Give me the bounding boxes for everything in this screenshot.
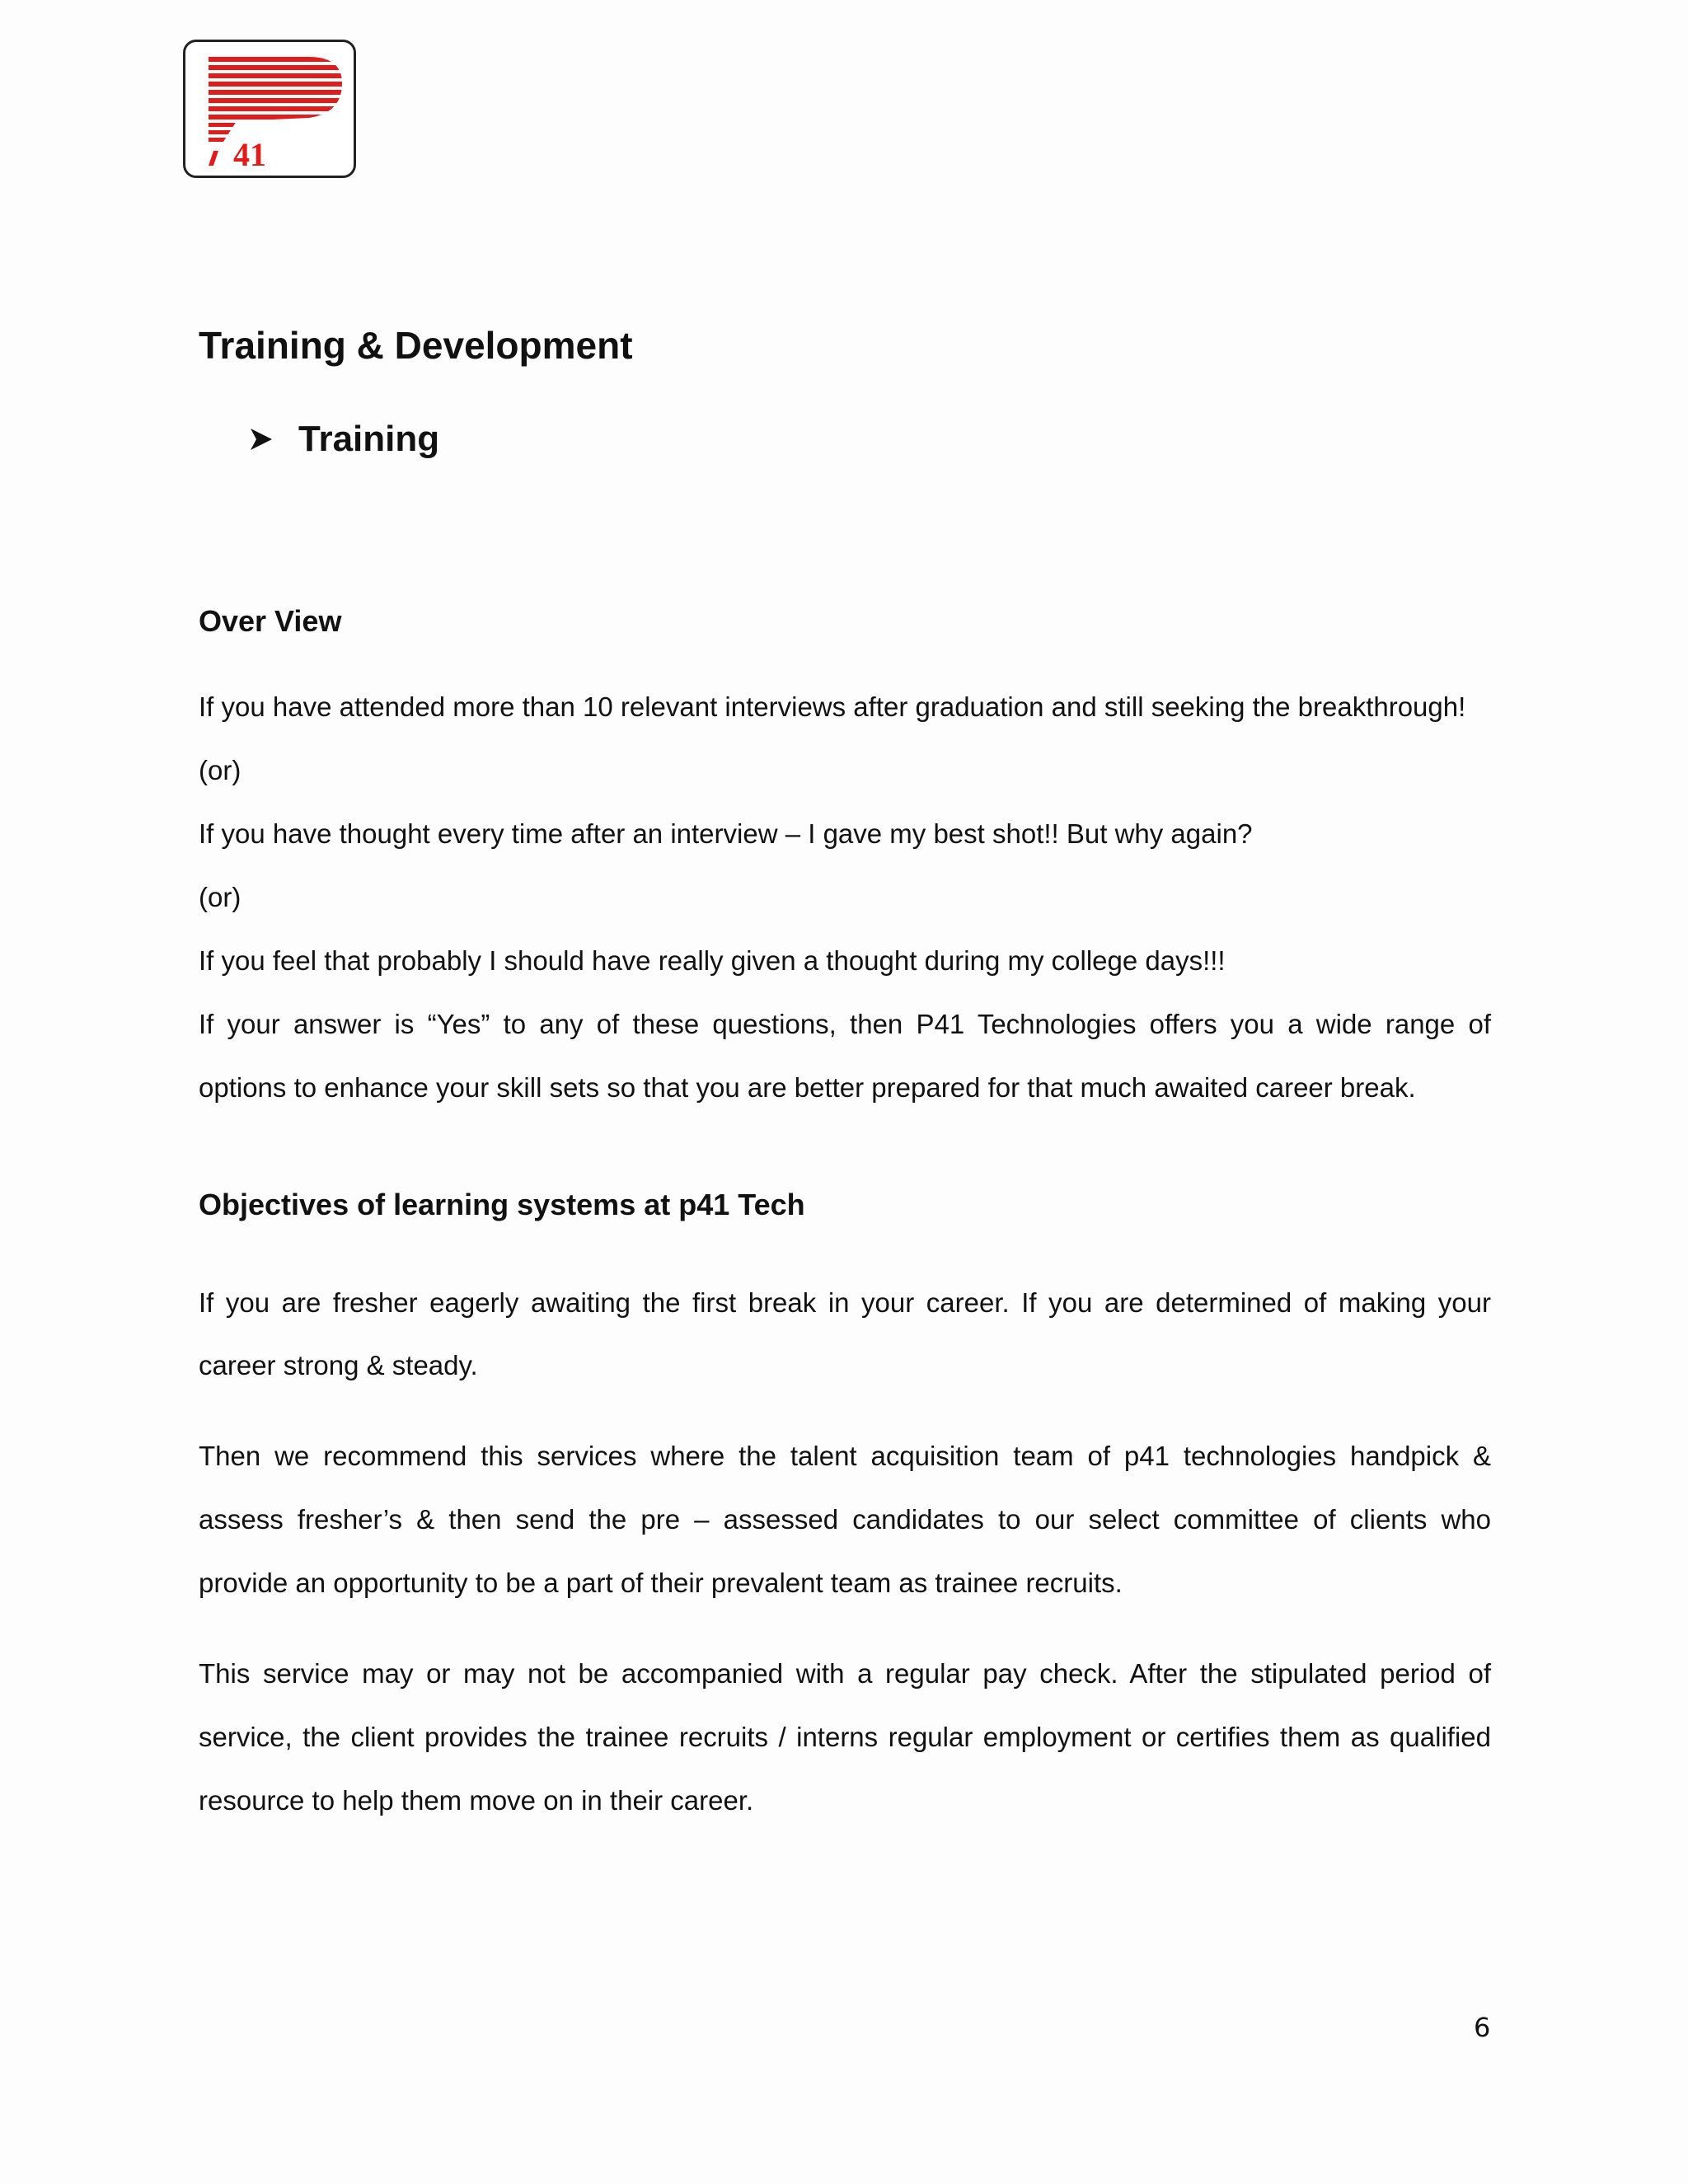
company-logo	[183, 40, 356, 178]
logo-text: 41	[233, 136, 266, 173]
overview-line: options to enhance your skill sets so that you are better prepared for that much awaited career break.	[199, 1072, 1416, 1103]
overview-line: (or)	[199, 755, 241, 785]
objectives-line: career strong & steady.	[199, 1350, 478, 1380]
overview-line: If you have thought every time after an interview – I gave my best shot!! But why again?	[199, 818, 1253, 849]
overview-line: If you feel that probably I should have really given a thought during my college days!!!	[199, 945, 1226, 976]
objectives-line: service, the client provides the trainee recruits / interns regular employment or certifies them as qualified	[199, 1722, 1491, 1752]
page-number: 6	[1474, 2012, 1491, 2043]
objectives-line: If you are fresher eagerly awaiting the first break in your career. If you are determined of making your	[199, 1287, 1491, 1318]
overview-heading: Over View	[199, 604, 342, 638]
arrow-bullet-icon	[249, 427, 274, 452]
overview-line: (or)	[199, 882, 241, 912]
p41-logo-icon	[185, 42, 354, 176]
objectives-line: This service may or may not be accompanied with a regular pay check. After the stipulated period of	[199, 1658, 1491, 1689]
objectives-line: provide an opportunity to be a part of their prevalent team as trainee recruits.	[199, 1568, 1123, 1598]
page-title: Training & Development	[199, 324, 633, 367]
overview-line: If your answer is “Yes” to any of these questions, then P41 Technologies offers you a wide range of	[199, 1009, 1491, 1039]
bullet-label: Training	[298, 419, 440, 459]
objectives-line: assess fresher’s & then send the pre – assessed candidates to our select committee of clients who	[199, 1504, 1491, 1535]
training-bullet	[249, 419, 439, 460]
objectives-line: Then we recommend this services where the talent acquisition team of p41 technologies handpick &	[199, 1441, 1491, 1471]
objectives-line: resource to help them move on in their career.	[199, 1785, 754, 1816]
overview-line: If you have attended more than 10 relevant interviews after graduation and still seeking the breakthrough!	[199, 691, 1466, 722]
objectives-heading: Objectives of learning systems at p41 Tech	[199, 1188, 805, 1221]
